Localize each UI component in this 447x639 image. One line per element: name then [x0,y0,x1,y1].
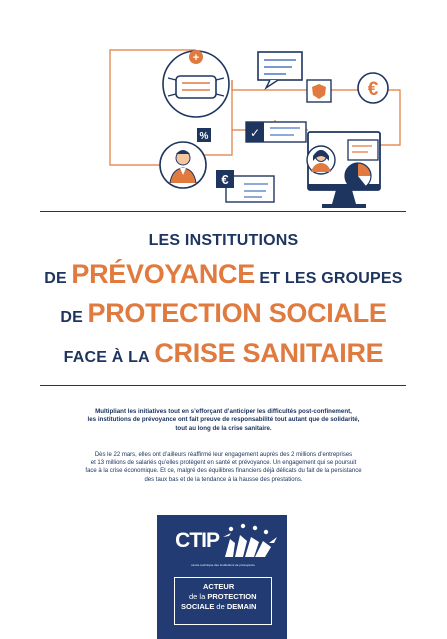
svg-text:%: % [199,131,209,142]
checklist-icon [246,122,306,142]
bottom-divider [40,385,406,386]
ctip-logo: CTIP [175,529,219,552]
euro-coin-icon [358,73,388,103]
shield-icon [307,80,331,102]
title-line-4: FACE À LA CRISE SANITAIRE [63,338,384,368]
svg-text:€: € [221,172,229,187]
svg-text:+: + [192,52,200,64]
top-divider [40,211,406,212]
svg-text:✓: ✓ [249,126,261,140]
intro-paragraph: Multipliant les initiatives tout en s’efforçant d’anticiper les difficultés post-confinement, les institutions de prévoyance ont fait preuve de responsabilité tout autant que de solidarité, tout au long de la crise sanitaire. [87,408,360,432]
svg-text:€: € [367,79,379,100]
euro-document-icon [216,170,274,202]
ctip-badge [157,515,287,639]
ctip-figures-icon [221,523,279,563]
body-paragraph: Dès le 22 mars, elles ont d’ailleurs réaffirmé leur engagement auprès des 2 millions d’entreprises et 13 millions de salariés qu’elles protègent en santé et prévoyance. Un engagement qui se poursuit face à la crise économique. Et ce, malgré des équilibres financiers déjà délicats du fait de la persistance des taux bas et de la tendance à la hausse des prestations. [85,452,362,483]
percent-badge-icon [197,128,211,142]
pie-chart-icon [345,163,371,189]
chat-bubble-icon [348,140,378,160]
title-line-3: DE PROTECTION SOCIALE [60,298,387,328]
message-bubble-icon [258,52,302,88]
header-illustration [0,0,447,220]
person-avatar-icon [160,142,206,188]
ctip-logo-subtitle: centre technique des institutions de prévoyance [191,563,255,567]
tagline-box: ACTEUR de la PROTECTION SOCIALE de DEMAIN [174,577,272,625]
title-line-1: LES INSTITUTIONS [148,232,299,249]
title-line-2: DE PRÉVOYANCE ET LES GROUPES [44,259,403,289]
mask-icon [163,50,229,117]
